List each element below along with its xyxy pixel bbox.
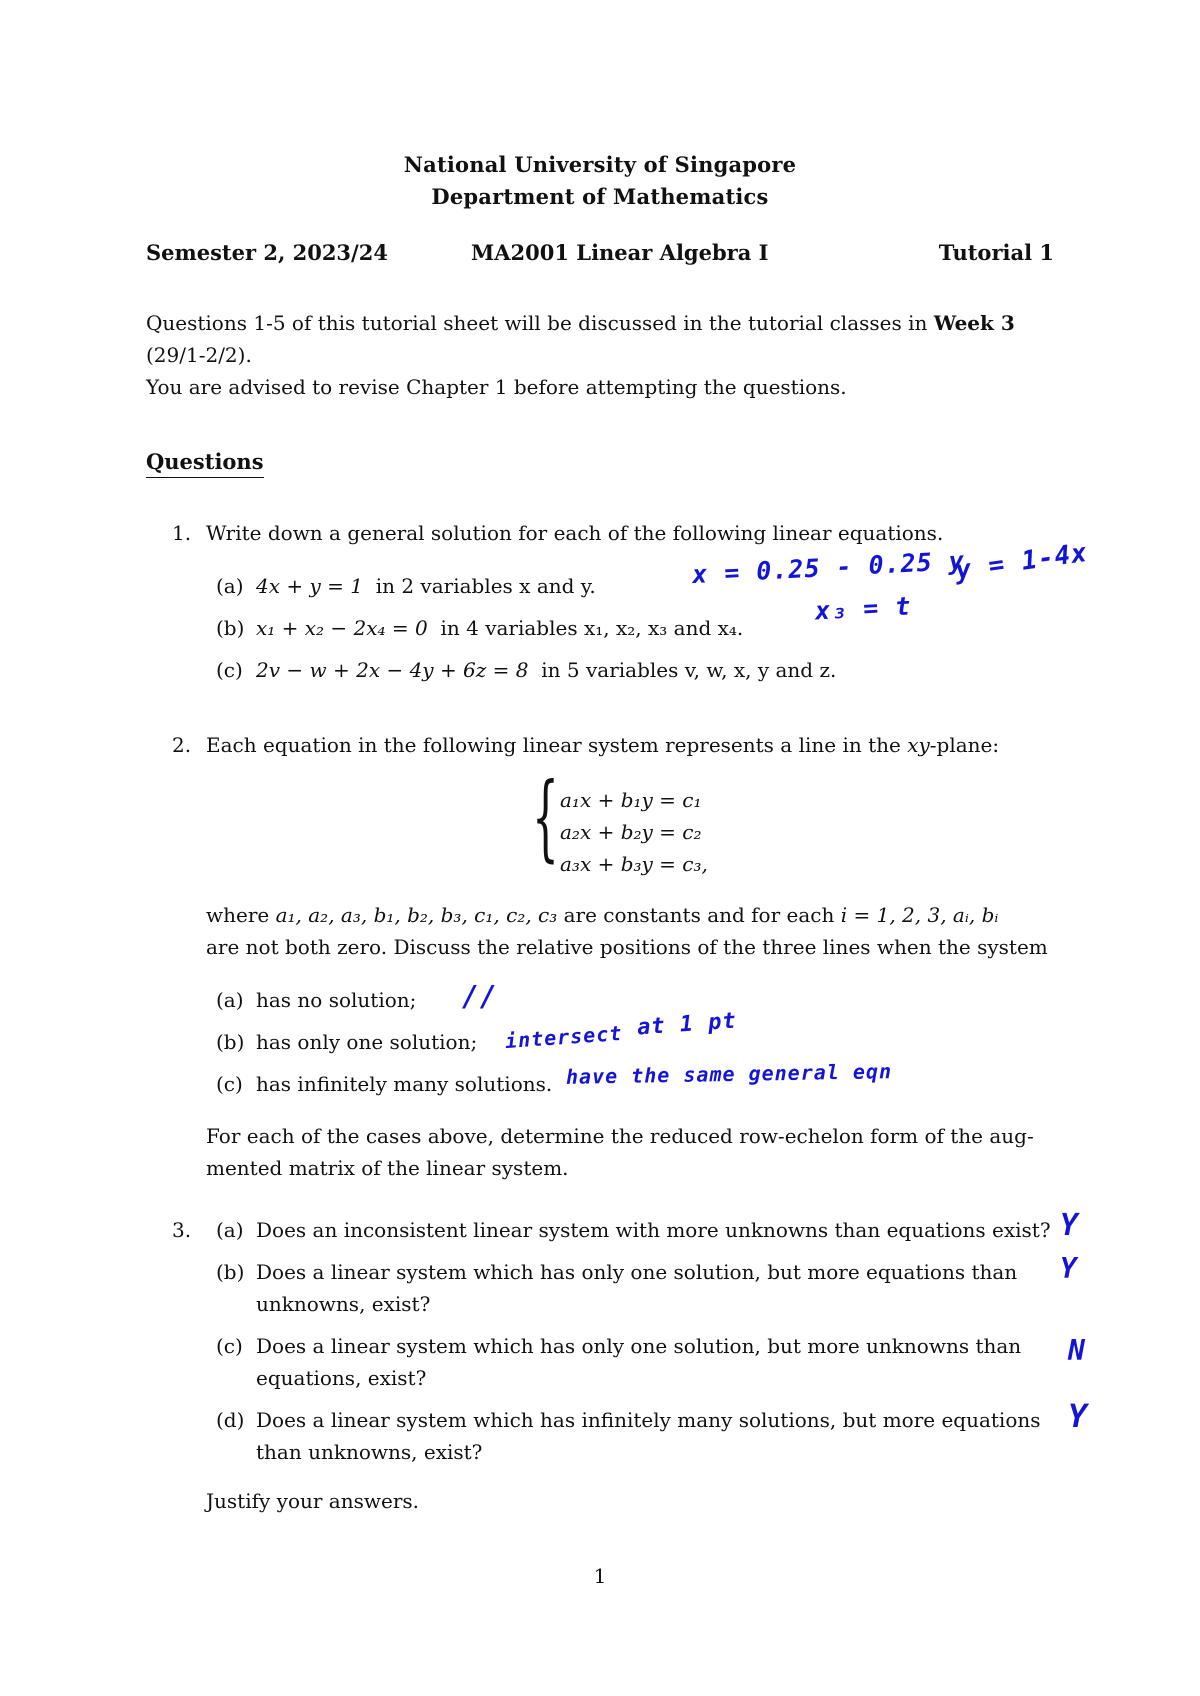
intro-line-3: You are advised to revise Chapter 1 before attempting the questions. [146, 375, 847, 399]
q2-item-a-text: has no solution; [256, 988, 417, 1012]
q2-text-pre: Each equation in the following linear system represents a line in the [206, 733, 901, 757]
q1-item-b-eq: x₁ + x₂ − 2x₄ = 0 [256, 616, 428, 640]
q2-where-consts: a₁, a₂, a₃, b₁, b₂, b₃, c₁, c₂, c₃ [275, 903, 558, 927]
page-number: 1 [593, 1564, 607, 1588]
handwritten-q2c: have the same general eqn [565, 1059, 893, 1089]
handwritten-q2a: // [462, 980, 498, 1013]
q1-item-b-vars: in 4 variables x₁, x₂, x₃ and x₄. [440, 616, 744, 640]
intro-text: Questions 1-5 of this tutorial sheet will be discussed in the tutorial classes in [146, 311, 928, 335]
q2-item-a [216, 988, 416, 1012]
q1-item-a-label: (a) [216, 574, 244, 598]
q1-item-a-eq: 4x + y = 1 [256, 574, 363, 598]
q2-item-b-text: has only one solution; [256, 1030, 478, 1054]
handwritten-q1b-answer: x₃ = t [814, 591, 913, 626]
tutorial-number: Tutorial 1 [938, 240, 1054, 265]
handwritten-q3a: Y [1060, 1208, 1080, 1243]
handwritten-q3b: Y [1060, 1252, 1078, 1285]
questions-heading-text: Questions [146, 449, 264, 478]
q1-item-a-vars: in 2 variables x and y. [375, 574, 596, 598]
q1-item-c [216, 658, 836, 682]
q3-item-c-line-2: equations, exist? [256, 1366, 427, 1390]
q2-item-c-label: (c) [216, 1072, 243, 1096]
intro-line-1 [146, 311, 1015, 335]
q3-justify: Justify your answers. [206, 1489, 419, 1513]
q3-number: 3. [172, 1218, 192, 1242]
handwritten-q1a-answer: x = 0.25 - 0.25 y [691, 545, 966, 590]
q3-item-c-label: (c) [216, 1334, 243, 1358]
handwritten-q2b-2: at 1 pt [636, 1008, 738, 1041]
q2-followup-line-2: mented matrix of the linear system. [206, 1156, 569, 1180]
q2-item-c-text: has infinitely many solutions. [256, 1072, 553, 1096]
system-eq-3: a₃x + b₃y = c₃, [560, 852, 708, 876]
q1-number: 1. [172, 521, 192, 545]
q1-item-c-vars: in 5 variables v, w, x, y and z. [541, 658, 837, 682]
q3-item-b-line-2: unknowns, exist? [256, 1292, 431, 1316]
system-eq-2: a₂x + b₂y = c₂ [560, 820, 702, 844]
q1-item-c-label: (c) [216, 658, 243, 682]
university-name: National University of Singapore [403, 152, 797, 177]
q1-item-b-label: (b) [216, 616, 245, 640]
semester-label: Semester 2, 2023/24 [146, 240, 388, 265]
q3-item-d-line-2: than unknowns, exist? [256, 1440, 483, 1464]
q3-item-b-label: (b) [216, 1260, 245, 1284]
q3-item-d-text: Does a linear system which has infinitely many solutions, but more equations [256, 1408, 1041, 1432]
questions-heading [146, 449, 264, 474]
q2-item-b-label: (b) [216, 1030, 245, 1054]
department-name: Department of Mathematics [431, 184, 769, 209]
q2-where-line-2: are not both zero. Discuss the relative positions of the three lines when the system [206, 935, 1048, 959]
q2-where-mid: are constants and for each [563, 903, 835, 927]
system-eq-1: a₁x + b₁y = c₁ [560, 788, 702, 812]
q3-item-b [216, 1260, 1017, 1284]
handwritten-q3c: N [1068, 1334, 1086, 1367]
q1-item-a [216, 574, 596, 598]
q1-item-c-eq: 2v − w + 2x − 4y + 6z = 8 [256, 658, 529, 682]
q2-number: 2. [172, 733, 192, 757]
q2-where-index: i = 1, 2, 3, aᵢ, bᵢ [840, 903, 999, 927]
system-brace: { [532, 763, 559, 872]
course-title: MA2001 Linear Algebra I [471, 240, 769, 265]
q2-followup-line-1: For each of the cases above, determine the reduced row-echelon form of the aug- [206, 1124, 1034, 1148]
q2-item-c [216, 1072, 552, 1096]
q1-item-b [216, 616, 743, 640]
handwritten-q1a-alt: y = 1-4x [953, 537, 1090, 587]
q3-item-d-label: (d) [216, 1408, 245, 1432]
q2-text-post: -plane: [929, 733, 1000, 757]
q2-text-var: xy [907, 733, 930, 757]
q1-text: Write down a general solution for each of the following linear equations. [206, 521, 944, 545]
q3-item-c-text: Does a linear system which has only one solution, but more unknowns than [256, 1334, 1022, 1358]
q3-item-d [216, 1408, 1041, 1432]
q3-item-b-text: Does a linear system which has only one solution, but more equations than [256, 1260, 1018, 1284]
q2-where-pre: where [206, 903, 270, 927]
q3-item-c [216, 1334, 1021, 1358]
q2-text [206, 733, 999, 757]
handwritten-q2b-1: intersect [504, 1020, 624, 1054]
intro-week: Week 3 [933, 311, 1015, 335]
q3-item-a-label: (a) [216, 1218, 244, 1242]
q2-where-line-1 [206, 903, 998, 927]
handwritten-q3d: Y [1068, 1397, 1089, 1435]
intro-line-2: (29/1-2/2). [146, 343, 252, 367]
q2-item-a-label: (a) [216, 988, 244, 1012]
q2-item-b [216, 1030, 477, 1054]
q3-item-a [216, 1218, 1051, 1242]
q3-item-a-text: Does an inconsistent linear system with more unknowns than equations exist? [256, 1218, 1051, 1242]
